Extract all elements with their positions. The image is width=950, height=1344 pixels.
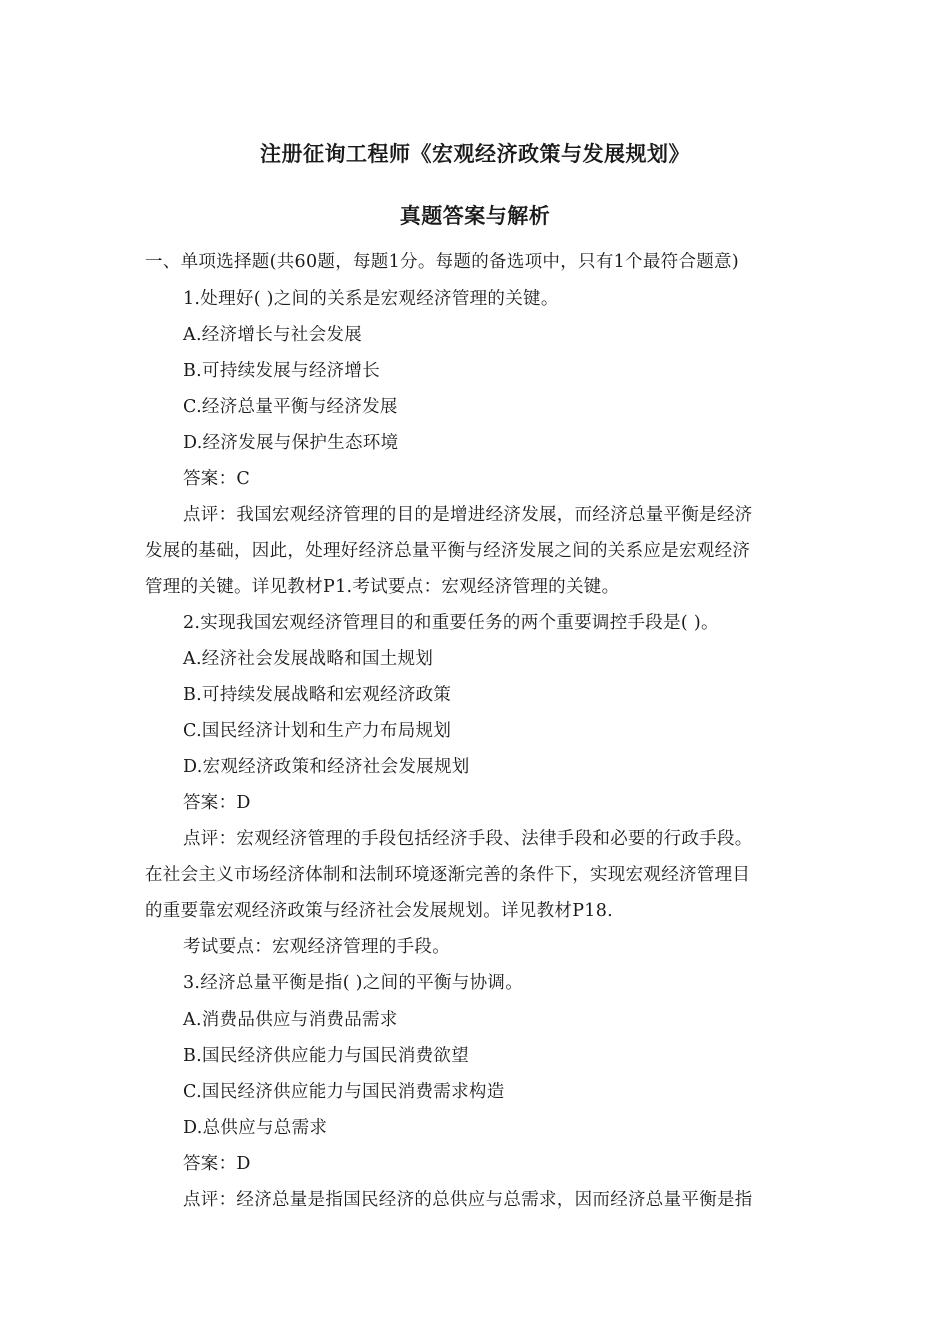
question-2-comment-line: 的重要靠宏观经济政策与经济社会发展规划。详见教材P18.	[145, 901, 614, 921]
question-3-stem: 3.经济总量平衡是指( )之间的平衡与协调。	[183, 973, 524, 993]
question-1-comment-line: 点评：我国宏观经济管理的目的是增进经济发展，而经济总量平衡是经济	[183, 505, 753, 525]
question-3-option-a: A.消费品供应与消费品需求	[183, 1010, 398, 1030]
question-2-option-a: A.经济社会发展战略和国土规划	[183, 649, 434, 669]
question-3-comment-line: 点评：经济总量是指国民经济的总供应与总需求，因而经济总量平衡是指	[183, 1190, 753, 1210]
question-1-comment-line: 管理的关键。详见教材P1.考试要点：宏观经济管理的关键。	[145, 577, 620, 597]
question-3-option-c: C.国民经济供应能力与国民消费需求构造	[183, 1082, 505, 1102]
question-3-answer: 答案：D	[183, 1154, 251, 1174]
question-2-comment-line: 在社会主义市场经济体制和法制环境逐渐完善的条件下，实现宏观经济管理目	[145, 865, 751, 885]
question-1-stem: 1.处理好( )之间的关系是宏观经济管理的关键。	[183, 289, 559, 309]
question-2-option-b: B.可持续发展战略和宏观经济政策	[183, 685, 452, 705]
question-1-comment-line: 发展的基础，因此，处理好经济总量平衡与经济发展之间的关系应是宏观经济	[145, 541, 751, 561]
question-1-option-d: D.经济发展与保护生态环境	[183, 433, 399, 453]
question-1-option-c: C.经济总量平衡与经济发展	[183, 397, 398, 417]
question-2-stem: 2.实现我国宏观经济管理目的和重要任务的两个重要调控手段是( )。	[183, 613, 719, 633]
question-1-answer: 答案：C	[183, 469, 251, 489]
question-3-option-d: D.总供应与总需求	[183, 1118, 328, 1138]
question-2-comment-line: 点评：宏观经济管理的手段包括经济手段、法律手段和必要的行政手段。	[183, 829, 753, 849]
question-3-option-b: B.国民经济供应能力与国民消费欲望	[183, 1046, 470, 1066]
question-2-option-c: C.国民经济计划和生产力布局规划	[183, 721, 452, 741]
question-1-option-a: A.经济增长与社会发展	[183, 325, 362, 345]
question-2-option-d: D.宏观经济政策和经济社会发展规划	[183, 757, 470, 777]
question-2-comment-line: 考试要点：宏观经济管理的手段。	[183, 937, 450, 957]
document-title: 注册征询工程师《宏观经济政策与发展规划》	[260, 141, 690, 166]
section-heading: 一、单项选择题(共60题，每题1分。每题的备选项中，只有1个最符合题意)	[145, 252, 739, 272]
question-2-answer: 答案：D	[183, 793, 251, 813]
document-subtitle: 真题答案与解析	[399, 203, 551, 228]
question-1-option-b: B.可持续发展与经济增长	[183, 361, 381, 381]
